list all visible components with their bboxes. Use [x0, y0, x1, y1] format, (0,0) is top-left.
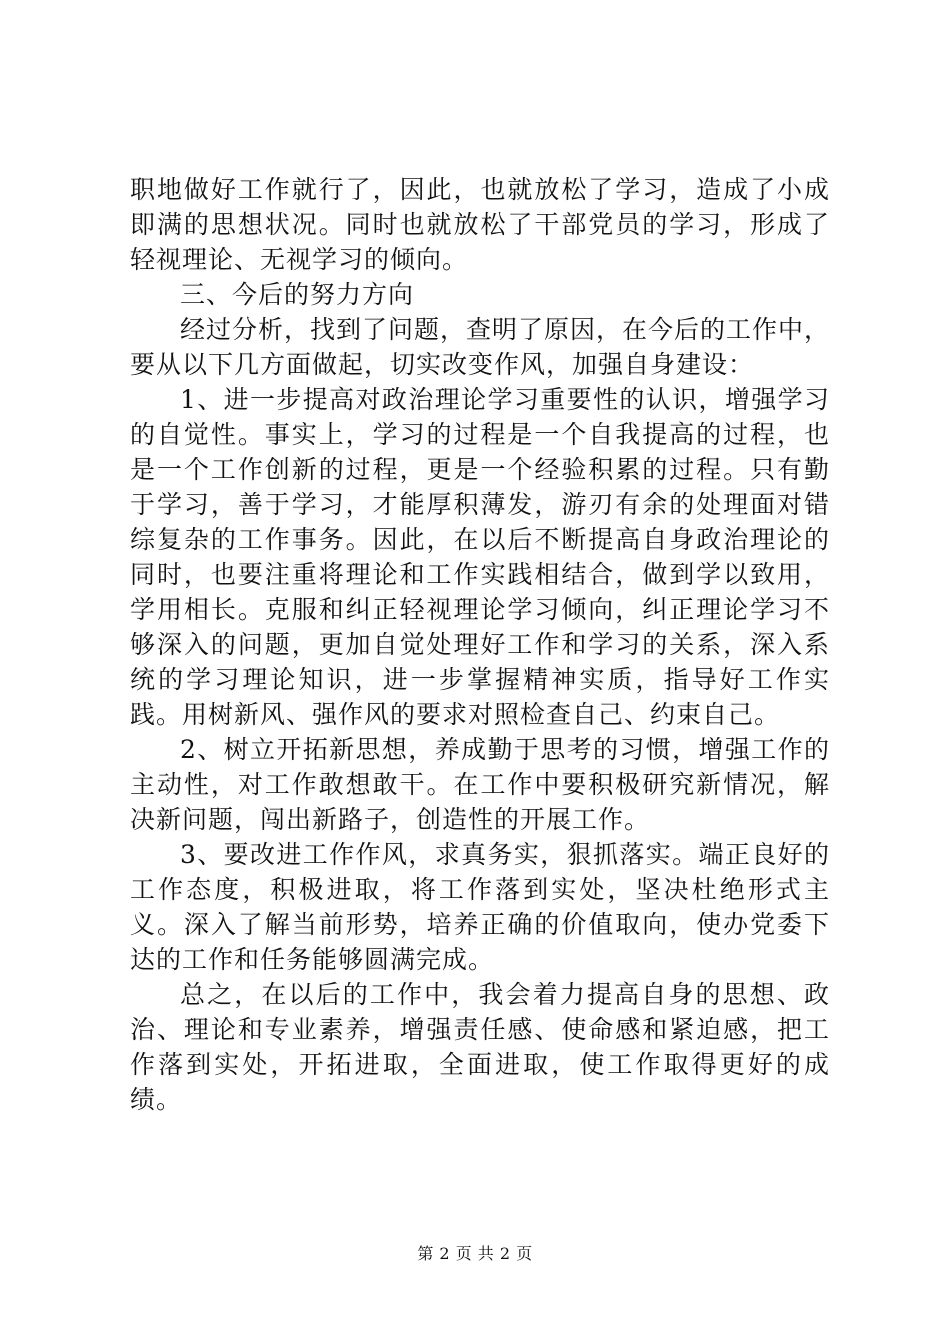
section-heading: 三、今后的努力方向	[180, 280, 415, 309]
paragraph-conclusion: 总之，在以后的工作中，我会着力提高自身的思想、政治、理论和专业素养，增强责任感、使命感和紧迫感，把工作落到实处，开拓进取，全面进取，使工作取得更好的成绩。	[130, 980, 830, 1114]
paragraph-intro: 经过分析，找到了问题，查明了原因，在今后的工作中，要从以下几方面做起，切实改变作风，加强自身建设：	[130, 315, 831, 379]
paragraph-item-1: 1、进一步提高对政治理论学习重要性的认识，增强学习的自觉性。事实上，学习的过程是一个自我提高的过程，也是一个工作创新的过程，更是一个经验积累的过程。只有勤于学习，善于学习，才能厚积薄发，游刃有余的处理面对错综复杂的工作事务。因此，在以后不断提高自身政治理论的同时，也要注重将理论和工作实践相结合，做到学以致用，学用相长。克服和纠正轻视理论学习倾向，纠正理论学习不够深入的问题，更加自觉处理好工作和学习的关系，深入系统的学习理论知识，进一步掌握精神实质，指导好工作实践。用树新风、强作风的要求对照检查自己、约束自己。	[130, 385, 830, 729]
paragraph-item-3: 3、要改进工作作风，求真务实，狠抓落实。端正良好的工作态度，积极进取，将工作落到实处，坚决杜绝形式主义。深入了解当前形势，培养正确的价值取向，使办党委下达的工作和任务能够圆满完成。	[130, 840, 830, 974]
paragraph-item-2: 2、树立开拓新思想，养成勤于思考的习惯，增强工作的主动性，对工作敢想敢干。在工作中要积极研究新情况，解决新问题，闯出新路子，创造性的开展工作。	[130, 735, 830, 834]
paragraph-continuation: 职地做好工作就行了，因此，也就放松了学习，造成了小成即满的思想状况。同时也就放松了干部党员的学习，形成了轻视理论、无视学习的倾向。	[130, 175, 830, 274]
page-number: 第 2 页 共 2 页	[417, 1244, 533, 1263]
page-footer	[0, 1244, 950, 1264]
document-body	[130, 172, 830, 1117]
